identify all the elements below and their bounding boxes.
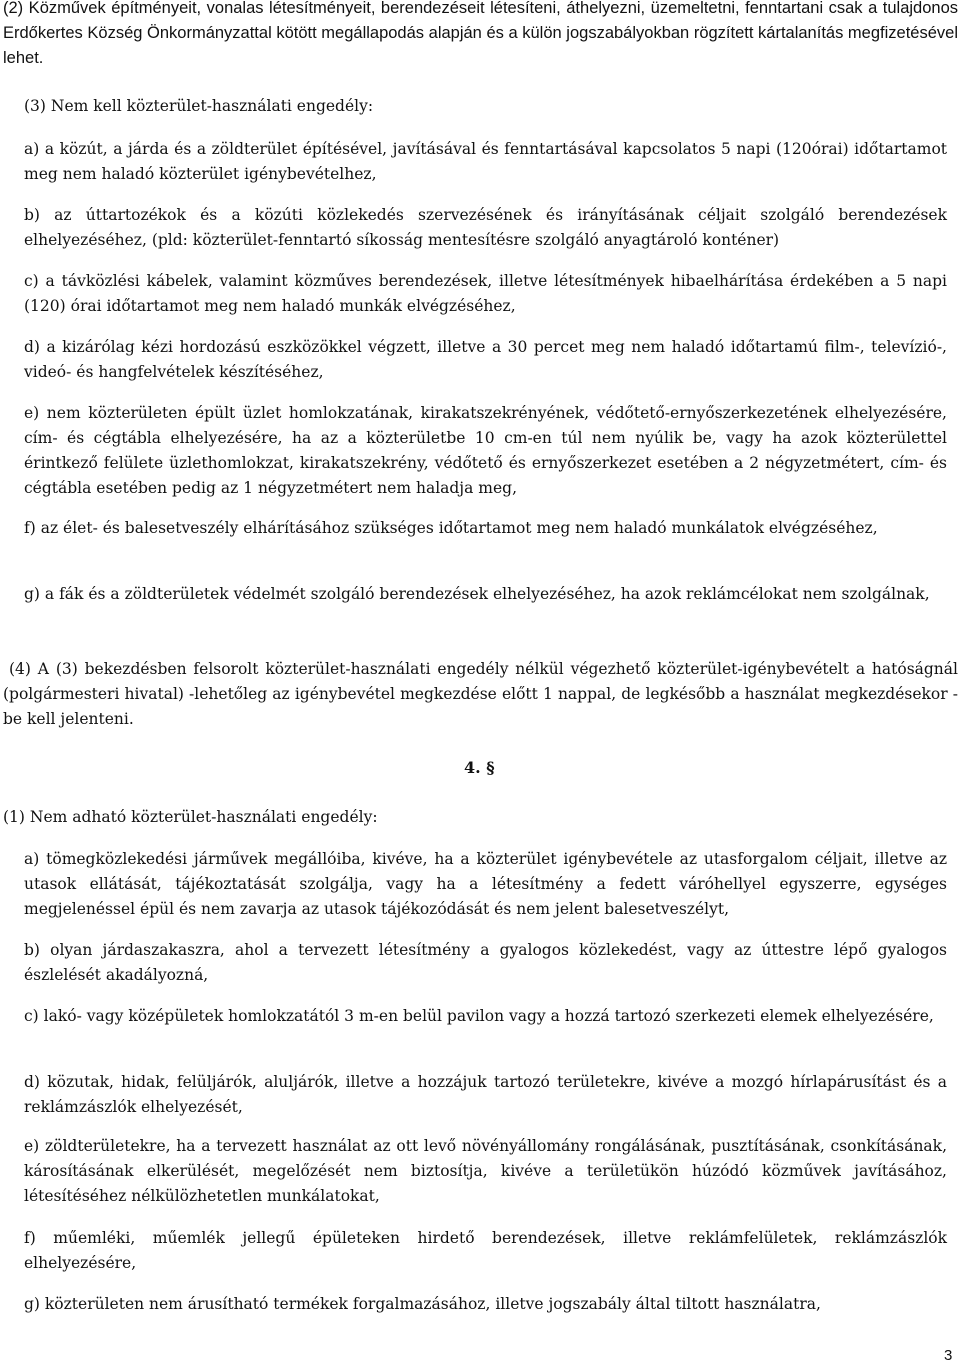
item-4f: f) műemléki, műemlék jellegű épületeken hirdető berendezések, illetve reklámfelületek, reklámzászlók elhelyezésére,	[24, 1229, 947, 1272]
item-4b: b) olyan járdaszakaszra, ahol a tervezett létesítmény a gyalogos közlekedést, vagy az úttestre lépő gyalogos észlelését akadályozná,	[24, 941, 947, 984]
paragraph-4-1-intro: (1) Nem adható közterület-használati engedély:	[3, 808, 378, 826]
item-3f: f) az élet- és balesetveszély elhárításához szükséges időtartamot meg nem haladó munkálatok elvégzéséhez,	[24, 519, 878, 537]
item-4c: c) lakó- vagy középületek homlokzatától 3 m-en belül pavilon vagy a hozzá tartozó szerkezeti elemek elhelyezésére,	[24, 1007, 934, 1025]
item-3e: e) nem közterületen épült üzlet homlokzatának, kirakatszekrényének, védőtető-ernyőszerkezetének elhelyezésére, cím- és cégtábla elhelyezésére, ha az a közterületbe 10 cm-en túl nem nyúlik be, vagy ha azok közterülettel érintkező felülete üzlethomlokzat, kirakatszekrény, védőtető és ernyőszerkezet esetében a 2 négyzetmétert, cím- és cégtábla esetében pedig az 1 négyzetmétert nem haladja meg,	[24, 404, 947, 497]
item-3g: g) a fák és a zöldterületek védelmét szolgáló berendezések elhelyezéséhez, ha azok reklámcélokat nem szolgálnak,	[24, 585, 930, 603]
item-4g: g) közterületen nem árusítható termékek forgalmazásához, illetve jogszabály által tiltott használatra,	[24, 1295, 821, 1313]
item-4d: d) közutak, hidak, felüljárók, aluljárók, illetve a hozzájuk tartozó területekre, kivéve a mozgó hírlapárusítást és a reklámzászlók elhelyezését,	[24, 1073, 947, 1116]
item-3a: a) a közút, a járda és a zöldterület építésével, javításával és fenntartásával kapcsolatos 5 napi (120órai) időtartamot meg nem haladó közterület igénybevételhez,	[24, 140, 947, 183]
section-heading: 4. §	[464, 758, 495, 777]
item-4a: a) tömegközlekedési járművek megállóiba, kivéve, ha a közterület igénybevétele az utasforgalom céljait, illetve az utasok ellátását, tájékoztatását szolgálja, vagy ha a létesítmény a fedett váróhellyel egyszerre, egységes megjelenéssel épül és nem zavarja az utasok tájékozódását és nem jelent balesetveszélyt,	[24, 850, 947, 918]
paragraph-2: (2) Közművek építményeit, vonalas létesítményeit, berendezéseit létesíteni, áthelyezni, üzemeltetni, fenntartani csak a tulajdonos Erdőkertes Község Önkormányzattal kötött megállapodás alapján és a külön jogszabályokban rögzített kártalanítás megfizetésével lehet.	[3, 0, 958, 67]
item-3d: d) a kizárólag kézi hordozású eszközökkel végzett, illetve a 30 percet meg nem haladó időtartamú film-, televízió-, videó- és hangfelvételek készítéséhez,	[24, 338, 947, 381]
paragraph-4: (4) A (3) bekezdésben felsorolt közterület-használati engedély nélkül végezhető közterület-igénybevételt a hatóságnál (polgármesteri hivatal) -lehetőleg az igénybevétel megkezdése előtt 1 nappal, de legkésőbb a használat megkezdésekor -be kell jelenteni.	[3, 660, 958, 728]
item-4e: e) zöldterületekre, ha a tervezett használat az ott levő növényállomány rongálásának, pusztításának, csonkításának, károsításának elkerülését, megelőzését nem biztosítja, kivéve a területükön húzódó közművek javításához, létesítéséhez nélkülözhetetlen munkálatokat,	[24, 1137, 947, 1205]
paragraph-3-intro: (3) Nem kell közterület-használati engedély:	[24, 97, 374, 115]
item-3c: c) a távközlési kábelek, valamint közműves berendezések, illetve létesítmények hibaelhárítása érdekében a 5 napi (120) órai időtartamot meg nem haladó munkák elvégzéséhez,	[24, 272, 947, 315]
page-number: 3	[944, 1347, 953, 1364]
item-3b: b) az úttartozékok és a közúti közlekedés szervezésének és irányításának céljait szolgáló berendezések elhelyezéséhez, (pld: közterület-fenntartó síkosság mentesítésre szolgáló anyagtároló konténer)	[24, 206, 947, 249]
